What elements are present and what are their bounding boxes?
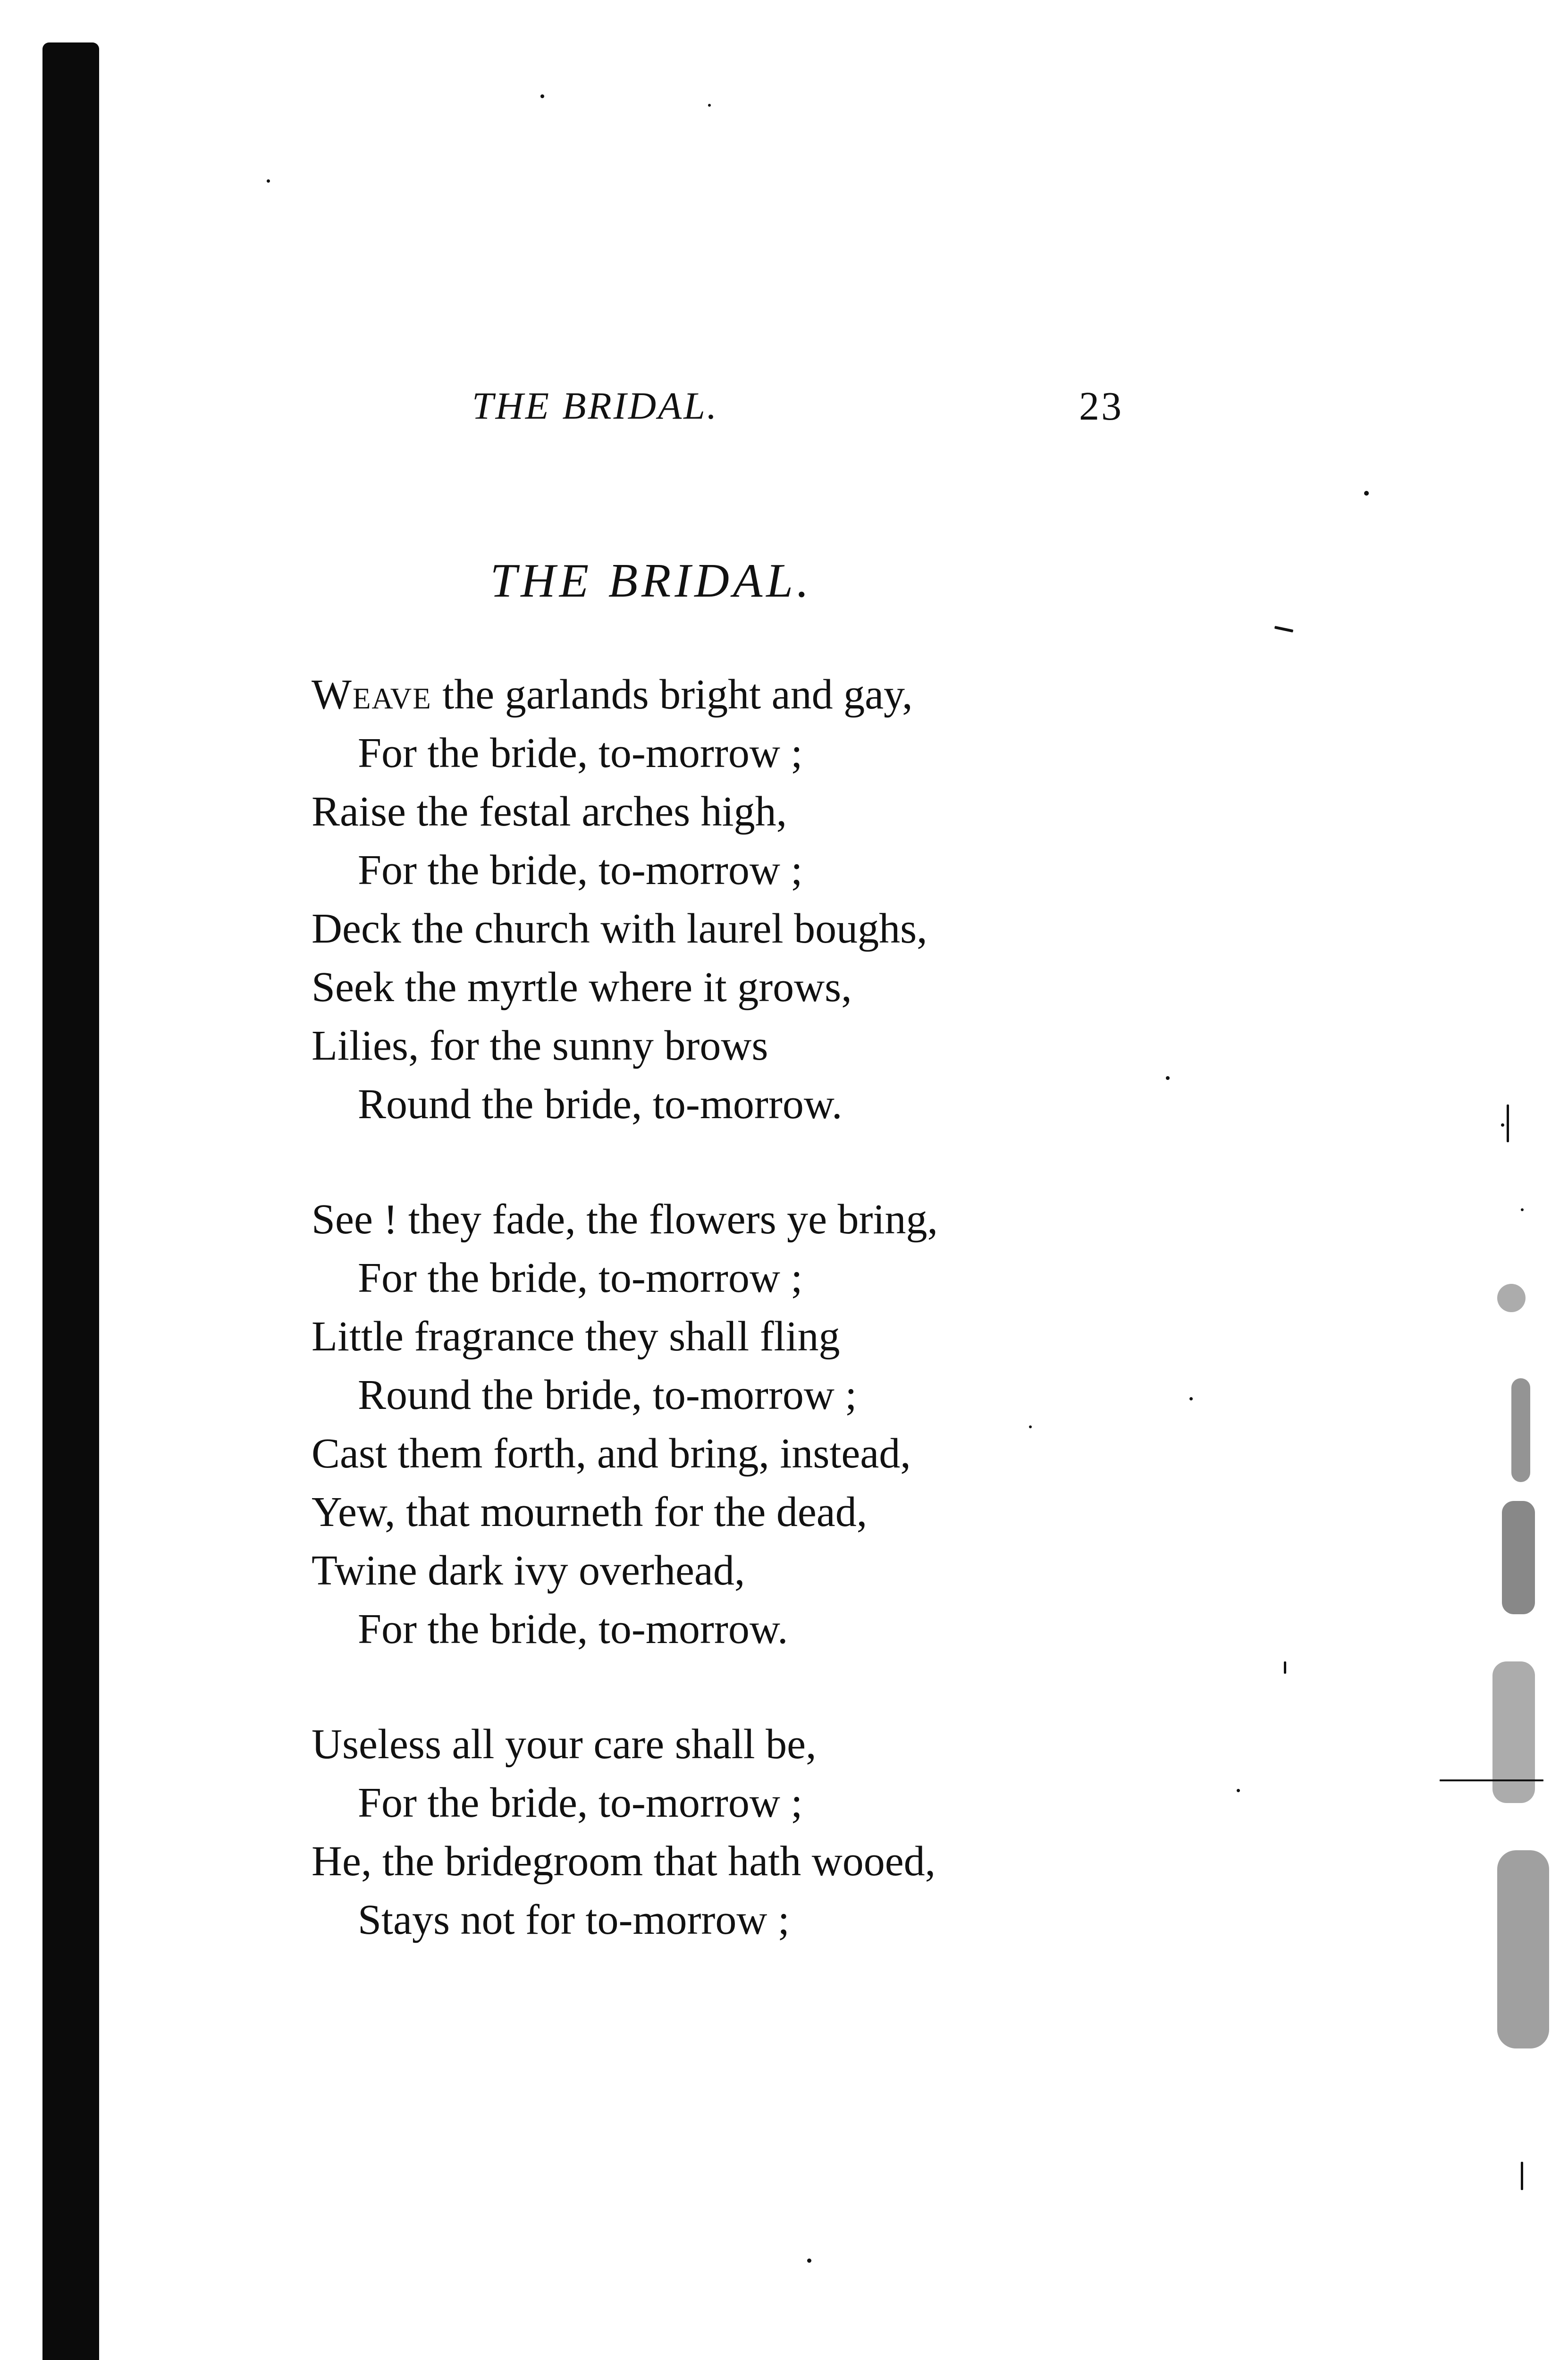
stanza-3 bbox=[312, 1715, 1076, 1949]
scan-speck bbox=[540, 94, 544, 98]
poem-line bbox=[312, 666, 1076, 724]
edge-speck bbox=[1492, 1661, 1535, 1803]
scan-speck bbox=[1166, 1076, 1170, 1080]
poem-line: Stays not for to-morrow ; bbox=[358, 1896, 790, 1943]
poem-line: For the bride, to-morrow. bbox=[358, 1606, 788, 1652]
first-word-smallcaps: Weave bbox=[312, 671, 432, 718]
poem-line: Round the bride, to-morrow ; bbox=[358, 1372, 857, 1418]
page-number: 23 bbox=[1079, 383, 1123, 429]
edge-speck bbox=[1497, 1284, 1526, 1312]
page-edge-noise bbox=[1426, 1038, 1549, 2266]
edge-speck bbox=[1497, 1850, 1549, 2048]
scan-speck bbox=[708, 104, 711, 107]
poem-line: Twine dark ivy overhead, bbox=[312, 1547, 745, 1594]
poem-line-text: the garlands bright and gay, bbox=[431, 671, 913, 718]
edge-speck bbox=[1507, 1104, 1509, 1142]
scan-speck bbox=[807, 2259, 811, 2263]
scan-speck bbox=[1237, 1789, 1240, 1792]
poem-line: Little fragrance they shall fling bbox=[312, 1313, 840, 1360]
poem-line: He, the bridegroom that hath wooed, bbox=[312, 1838, 936, 1885]
edge-speck bbox=[1521, 2162, 1523, 2190]
edge-speck bbox=[1521, 1208, 1524, 1211]
edge-speck bbox=[1502, 1501, 1535, 1614]
poem-line: See ! they fade, the flowers ye bring, bbox=[312, 1196, 938, 1243]
poem-line: For the bride, to-morrow ; bbox=[358, 1779, 803, 1826]
poem-line: Round the bride, to-morrow. bbox=[358, 1081, 843, 1128]
running-title: THE BRIDAL. bbox=[472, 384, 719, 427]
poem-line: Useless all your care shall be, bbox=[312, 1721, 817, 1768]
poem-body bbox=[312, 666, 1076, 2011]
scan-speck bbox=[1189, 1397, 1193, 1400]
poem-line: Lilies, for the sunny brows bbox=[312, 1022, 768, 1069]
poem-line: Cast them forth, and bring, instead, bbox=[312, 1430, 911, 1477]
binding-shadow bbox=[42, 42, 99, 2360]
poem-line: For the bride, to-morrow ; bbox=[358, 847, 803, 893]
poem-line: Seek the myrtle where it grows, bbox=[312, 964, 852, 1011]
poem-line: For the bride, to-morrow ; bbox=[358, 1255, 803, 1301]
scan-speck bbox=[267, 179, 270, 183]
scan-speck bbox=[1364, 491, 1369, 496]
poem-line: Yew, that mourneth for the dead, bbox=[312, 1489, 868, 1535]
poem-line: Raise the festal arches high, bbox=[312, 788, 787, 835]
scan-mark bbox=[1284, 1661, 1286, 1674]
poem-line: For the bride, to-morrow ; bbox=[358, 730, 803, 776]
poem-line: Deck the church with laurel boughs, bbox=[312, 905, 927, 952]
running-header bbox=[472, 373, 1142, 439]
scan-mark bbox=[1274, 626, 1293, 632]
poem-title: THE BRIDAL. bbox=[490, 554, 813, 607]
stanza-1 bbox=[312, 666, 1076, 1134]
stanza-2 bbox=[312, 1190, 1076, 1659]
edge-speck bbox=[1511, 1378, 1530, 1482]
scan-speck bbox=[1029, 1425, 1032, 1428]
